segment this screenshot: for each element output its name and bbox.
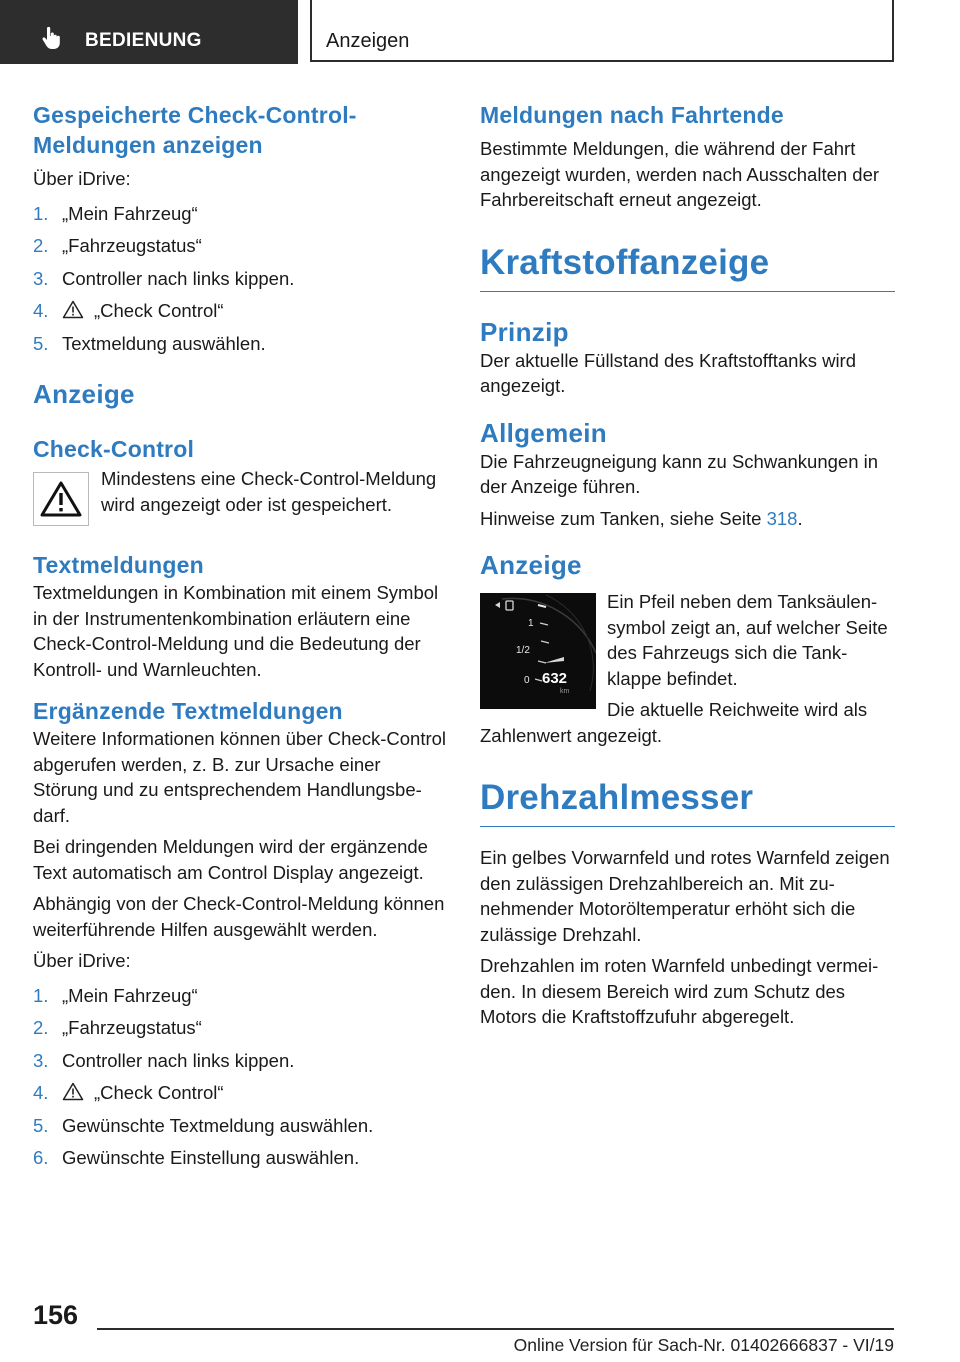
heading-kraftstoffanzeige: Kraftstoffanzeige xyxy=(480,243,895,292)
right-column xyxy=(480,100,895,1030)
step-number: 1. xyxy=(33,984,49,1006)
heading-anzeige-kraftstoff: Anzeige xyxy=(480,550,582,580)
step-number: 4. xyxy=(33,300,49,321)
list-item xyxy=(33,263,448,296)
page-reference-link[interactable]: 318 xyxy=(766,507,798,529)
list-item xyxy=(33,1045,448,1078)
step-text: „Fahrzeugstatus“ xyxy=(62,1017,202,1038)
gauge-range-unit: km xyxy=(560,688,570,695)
steps-list-2 xyxy=(33,980,448,1175)
drehzahl-paragraph-2: Drehzahlen im roten Warnfeld unbedingt vermeiden. In diesem Bereich wird zum Schutz des Motors die Kraftstoffzufuhr abgeregelt. xyxy=(480,955,879,1027)
warning-triangle-icon xyxy=(62,1082,84,1101)
step-number: 5. xyxy=(33,1114,49,1136)
heading-meldungen-nach-fahrtende: Meldungen nach Fahrtende xyxy=(480,102,784,128)
step-text: „Fahrzeugstatus“ xyxy=(62,235,202,256)
check-control-row xyxy=(33,466,448,526)
heading-ergaenzende-textmeldungen: Ergänzende Textmeldungen xyxy=(33,698,343,724)
footer-divider xyxy=(97,1328,894,1330)
fuel-gauge-image xyxy=(480,593,596,709)
footer-online-version: Online Version für Sach-Nr. 01402666837 - VI/19 xyxy=(513,1335,894,1355)
list-item xyxy=(33,295,448,328)
step-number: 3. xyxy=(33,267,49,289)
header-chapter-box xyxy=(310,0,894,62)
step-number: 6. xyxy=(33,1147,49,1168)
heading-gespeicherte-meldungen: Gespeicherte Check-Control-Meldungen anzeigen xyxy=(33,102,357,158)
gauge-range-value: 632 xyxy=(542,670,568,687)
header-section-tab xyxy=(0,0,298,64)
fuel-gauge-block xyxy=(480,589,895,748)
ergaenzende-paragraph-1: Weitere Informationen können über Check-Control abgerufen werden, z. B. zur Ursache einer Störung und zu entsprechendem Handlungsbedarf. xyxy=(33,728,447,826)
hinweise-prefix: Hinweise zum Tanken, siehe Seite xyxy=(480,507,767,529)
check-control-icon-box xyxy=(33,472,89,526)
page-number: 156 xyxy=(33,1300,79,1330)
heading-allgemein: Allgemein xyxy=(480,417,607,448)
step-text: Gewünschte Einstellung auswählen. xyxy=(62,1147,360,1168)
list-item xyxy=(33,1142,448,1175)
ergaenzende-paragraph-2: Bei dringenden Meldungen wird der ergänzende Text automatisch am Control Display angezeigt. xyxy=(33,836,428,883)
step-text: Controller nach links kippen. xyxy=(62,1049,295,1071)
step-text: „Mein Fahrzeug“ xyxy=(62,984,198,1006)
ergaenzende-paragraph-3: Abhängig von der Check-Control-Meldung können weiterführende Hilfen ausgewählt werden. xyxy=(33,893,445,940)
list-item xyxy=(33,230,448,263)
heading-prinzip: Prinzip xyxy=(480,316,569,347)
step-number: 4. xyxy=(33,1082,49,1103)
step-number: 2. xyxy=(33,235,49,256)
header-section-label: BEDIENUNG xyxy=(85,30,202,51)
heading-anzeige: Anzeige xyxy=(33,379,135,409)
textmeldungen-text: Textmeldungen in Kombination mit einem Symbol in der Instrumentenkombination erläutern eine Check-Control-Meldung und die Bedeutung der Kontroll- und Warnleuchten. xyxy=(33,582,439,680)
header-chapter-label: Anzeigen xyxy=(326,30,410,52)
warning-triangle-icon xyxy=(62,300,84,319)
step-number: 3. xyxy=(33,1049,49,1071)
step-text: Textmeldung auswählen. xyxy=(62,332,266,354)
step-number: 1. xyxy=(33,202,49,224)
hinweise-text xyxy=(480,506,895,532)
step-text: „Check Control“ xyxy=(94,300,224,321)
anzeige-paragraph-1: Ein Pfeil neben dem Tanksäulensymbol zeigt an, auf welcher Seite des Fahrzeugs sich die Tankklappe befindet. xyxy=(607,591,888,689)
gauge-empty-label: 0 xyxy=(524,675,530,686)
step-text: Gewünschte Textmeldung auswählen. xyxy=(62,1114,374,1136)
list-item xyxy=(33,1077,448,1110)
gauge-full-label: 1 xyxy=(528,618,534,629)
hand-pointer-icon xyxy=(40,26,64,50)
step-text: „Check Control“ xyxy=(94,1082,224,1103)
step-text: Controller nach links kippen. xyxy=(62,267,295,289)
list-item xyxy=(33,1110,448,1143)
left-column xyxy=(33,100,448,1175)
check-control-text: Mindestens eine Check-Control-Meldung wird angezeigt oder ist gespeichert. xyxy=(101,468,437,515)
warning-triangle-icon xyxy=(39,480,83,518)
heading-check-control: Check-Control xyxy=(33,436,195,462)
list-item xyxy=(33,1012,448,1045)
allgemein-text: Die Fahrzeugneigung kann zu Schwankungen in der Anzeige führen. xyxy=(480,450,879,497)
list-item xyxy=(33,198,448,231)
step-text: „Mein Fahrzeug“ xyxy=(62,202,198,224)
list-item xyxy=(33,980,448,1013)
steps-list-1 xyxy=(33,198,448,361)
list-item xyxy=(33,328,448,361)
heading-drehzahlmesser: Drehzahlmesser xyxy=(480,778,895,827)
ueber-idrive-label: Über iDrive: xyxy=(33,168,131,189)
drehzahl-paragraph-1: Ein gelbes Vorwarnfeld und rotes Warnfeld zeigen den zulässigen Drehzahlbereich an. Mit zunehmender Motoröltemperatur erhöht sich die zulässige Drehzahl. xyxy=(480,847,890,945)
fahrtende-text: Bestimmte Meldungen, die während der Fahrt angezeigt wurden, werden nach Ausschalten der Fahrbereitschaft erneut angezeigt. xyxy=(480,138,880,210)
anzeige-paragraph-2: Die aktuelle Reichweite wird als Zahlenwert angezeigt. xyxy=(480,699,868,746)
heading-textmeldungen: Textmeldungen xyxy=(33,552,204,578)
step-number: 5. xyxy=(33,332,49,354)
prinzip-text: Der aktuelle Füllstand des Kraftstofftanks wird angezeigt. xyxy=(480,349,856,396)
ueber-idrive-label: Über iDrive: xyxy=(33,950,131,971)
gauge-half-label: 1/2 xyxy=(516,645,530,656)
hinweise-suffix: . xyxy=(797,507,803,529)
step-number: 2. xyxy=(33,1017,49,1038)
